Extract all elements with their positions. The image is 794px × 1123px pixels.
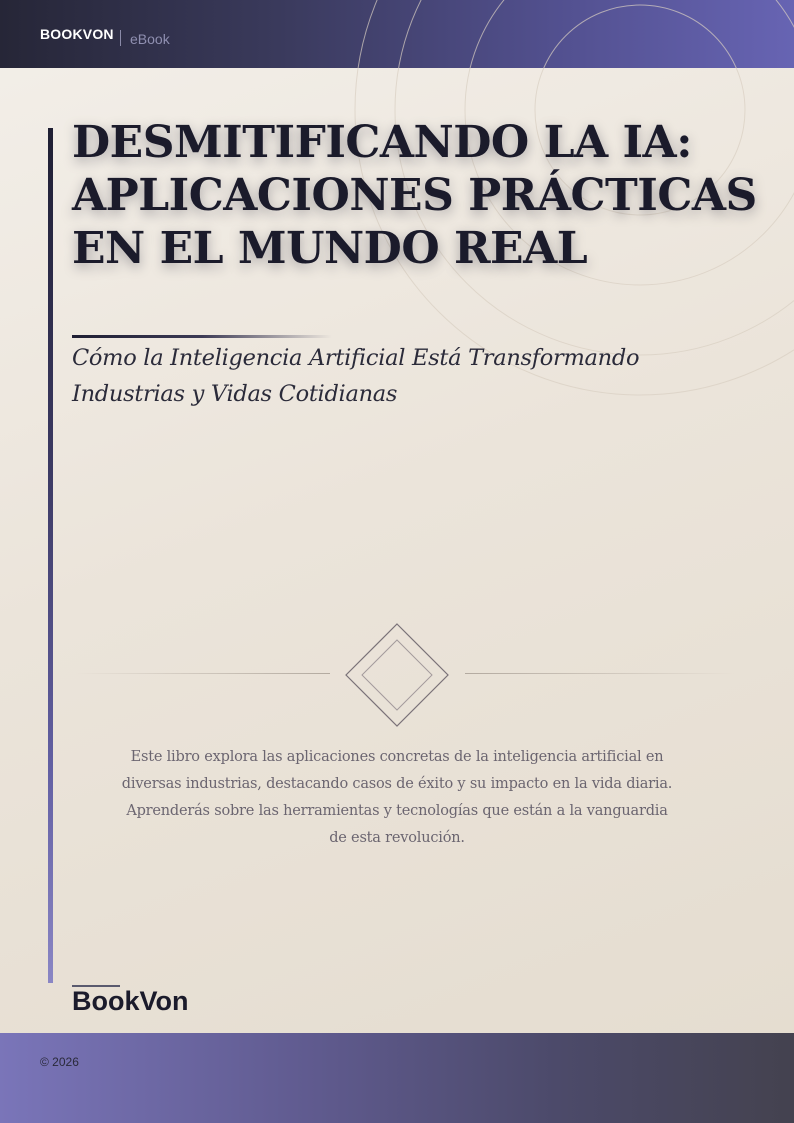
title-line: DESMITIFICANDO LA IA: — [72, 117, 692, 168]
subtitle-line: Industrias y Vidas Cotidianas — [72, 381, 398, 407]
subtitle-line: Cómo la Inteligencia Artificial Está Transformando — [72, 345, 640, 371]
top-bar — [0, 0, 794, 68]
description-line: Aprenderás sobre las herramientas y tecnologías que están a la vanguardia — [126, 803, 668, 819]
description-line: de esta revolución. — [329, 830, 465, 846]
publisher-name: BookVon — [72, 986, 189, 1016]
footer-bar — [0, 1033, 794, 1123]
book-subtitle — [72, 340, 752, 412]
ornament-line-right — [465, 673, 735, 674]
brand-divider — [120, 30, 121, 46]
description-line: diversas industrias, destacando casos de éxito y su impacto en la vida diaria. — [121, 776, 673, 792]
accent-side-bar — [48, 128, 53, 983]
subtitle-rule — [72, 335, 332, 338]
diamond-ornament-icon — [344, 622, 450, 728]
title-line: EN EL MUNDO REAL — [72, 223, 588, 274]
book-title — [72, 116, 772, 275]
description-line: Este libro explora las aplicaciones concretas de la inteligencia artificial en — [130, 749, 664, 765]
brand-logo-text: BOOKVON — [40, 26, 114, 42]
title-line: APLICACIONES PRÁCTICAS — [72, 170, 757, 221]
format-label: eBook — [130, 31, 170, 47]
copyright-text: © 2026 — [40, 1055, 79, 1069]
book-description — [117, 744, 677, 852]
ornament-line-left — [75, 673, 330, 674]
